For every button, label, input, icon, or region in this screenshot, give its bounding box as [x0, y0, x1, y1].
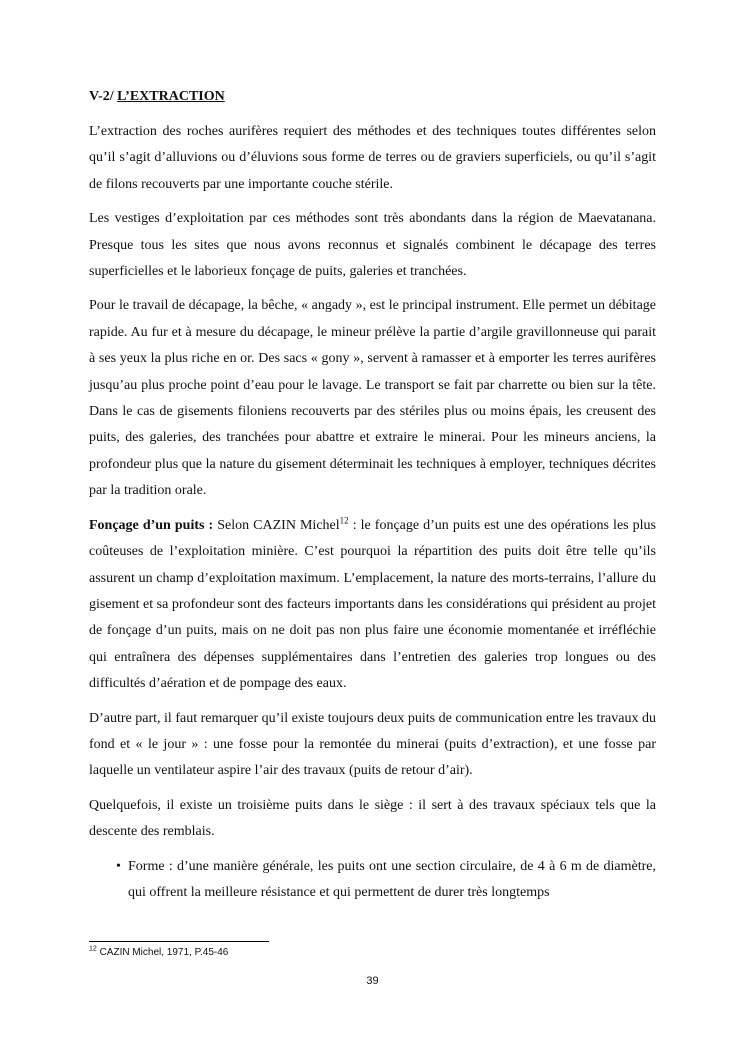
- paragraph-troisieme-puits: Quelquefois, il existe un troisième puits dans le siège : il sert à des travaux spéciaux tels que la descente des remblais.: [89, 797, 656, 840]
- list-item-text: Forme : d’une manière générale, les puits ont une section circulaire, de 4 à 6 m de diamètre, qui offrent la meilleure résistance et qui permettent de durer très longtemps: [128, 858, 656, 900]
- footnote-reference[interactable]: 12: [339, 515, 349, 526]
- page-number: 39: [366, 975, 379, 987]
- footnote-separator: [89, 941, 269, 942]
- foncage-text: : le fonçage d’un puits est une des opérations les plus coûteuses de l’exploitation minière. C’est pourquoi la répartition des puits doit être telle qu’ils assurent un champ d’exploitation maximum. L’emplacement, la nature des morts-terrains, l’allure du gisement et sa profondeur sont des facteurs importants dans les considérations qui président au projet de fonçage d’un puits, mais on ne doit pas non plus faire une économie momentanée et irréfléchie qui entraînera des dépenses supplémentaires dans l’entretien des galeries trop longues ou des difficultés d’aération et de pompage des eaux.: [89, 517, 656, 692]
- foncage-lead: Fonçage d’un puits :: [89, 517, 214, 533]
- footnote-text: CAZIN Michel, 1971, P.45-46: [96, 947, 229, 958]
- footnote-number: 12: [89, 945, 97, 953]
- section-heading: [89, 85, 656, 109]
- paragraph-extraction-intro: L’extraction des roches aurifères requiert des méthodes et des techniques toutes différentes selon qu’il s’agit d’alluvions ou d’éluvions sous forme de terres ou de graviers superficiels, ou qu’il s’agit de filons recouverts par une importante couche stérile.: [89, 124, 656, 192]
- paragraph-foncage: [89, 513, 656, 698]
- section-number: V-2/: [89, 89, 114, 104]
- page-body: [89, 85, 656, 906]
- paragraph-decapage: Pour le travail de décapage, la bêche, « angady », est le principal instrument. Elle permet un débitage rapide. Au fur et à mesure du décapage, le mineur prélève la partie d’argile gravillonneuse qui parait à ses yeux la plus riche en or. Des sacs « gony », servent à ramasser et à emporter les terres aurifères jusqu’au plus proche point d’eau pour le lavage. Le transport se fait par charrette ou bien sur la tête. Dans le cas de gisements filoniens recouverts par des stériles plus ou moins épais, les creusent des puits, des galeries, des tranchées pour abattre et extraire le minerai. Pour les mineurs anciens, la profondeur plus que la nature du gisement déterminait les techniques à employer, techniques décrites par la tradition orale.: [89, 298, 656, 499]
- foncage-intro: Selon CAZIN Michel: [213, 517, 340, 533]
- section-title: L’EXTRACTION: [117, 89, 225, 104]
- footnote: [89, 946, 228, 960]
- list-item: [89, 854, 656, 907]
- paragraph-vestiges: Les vestiges d’exploitation par ces méthodes sont très abondants dans la région de Maevatanana. Presque tous les sites que nous avons reconnus et signalés combinent le décapage des terres superficielles et le laborieux fonçage de puits, galeries et tranchées.: [89, 211, 656, 280]
- bullet-list: [89, 854, 656, 907]
- bullet-icon: •: [116, 858, 121, 874]
- paragraph-communication: D’autre part, il faut remarquer qu’il existe toujours deux puits de communication entre les travaux du fond et « le jour » : une fosse pour la remontée du minerai (puits d’extraction), et une fosse par laquelle un ventilateur aspire l’air des travaux (puits de retour d’air).: [89, 710, 656, 779]
